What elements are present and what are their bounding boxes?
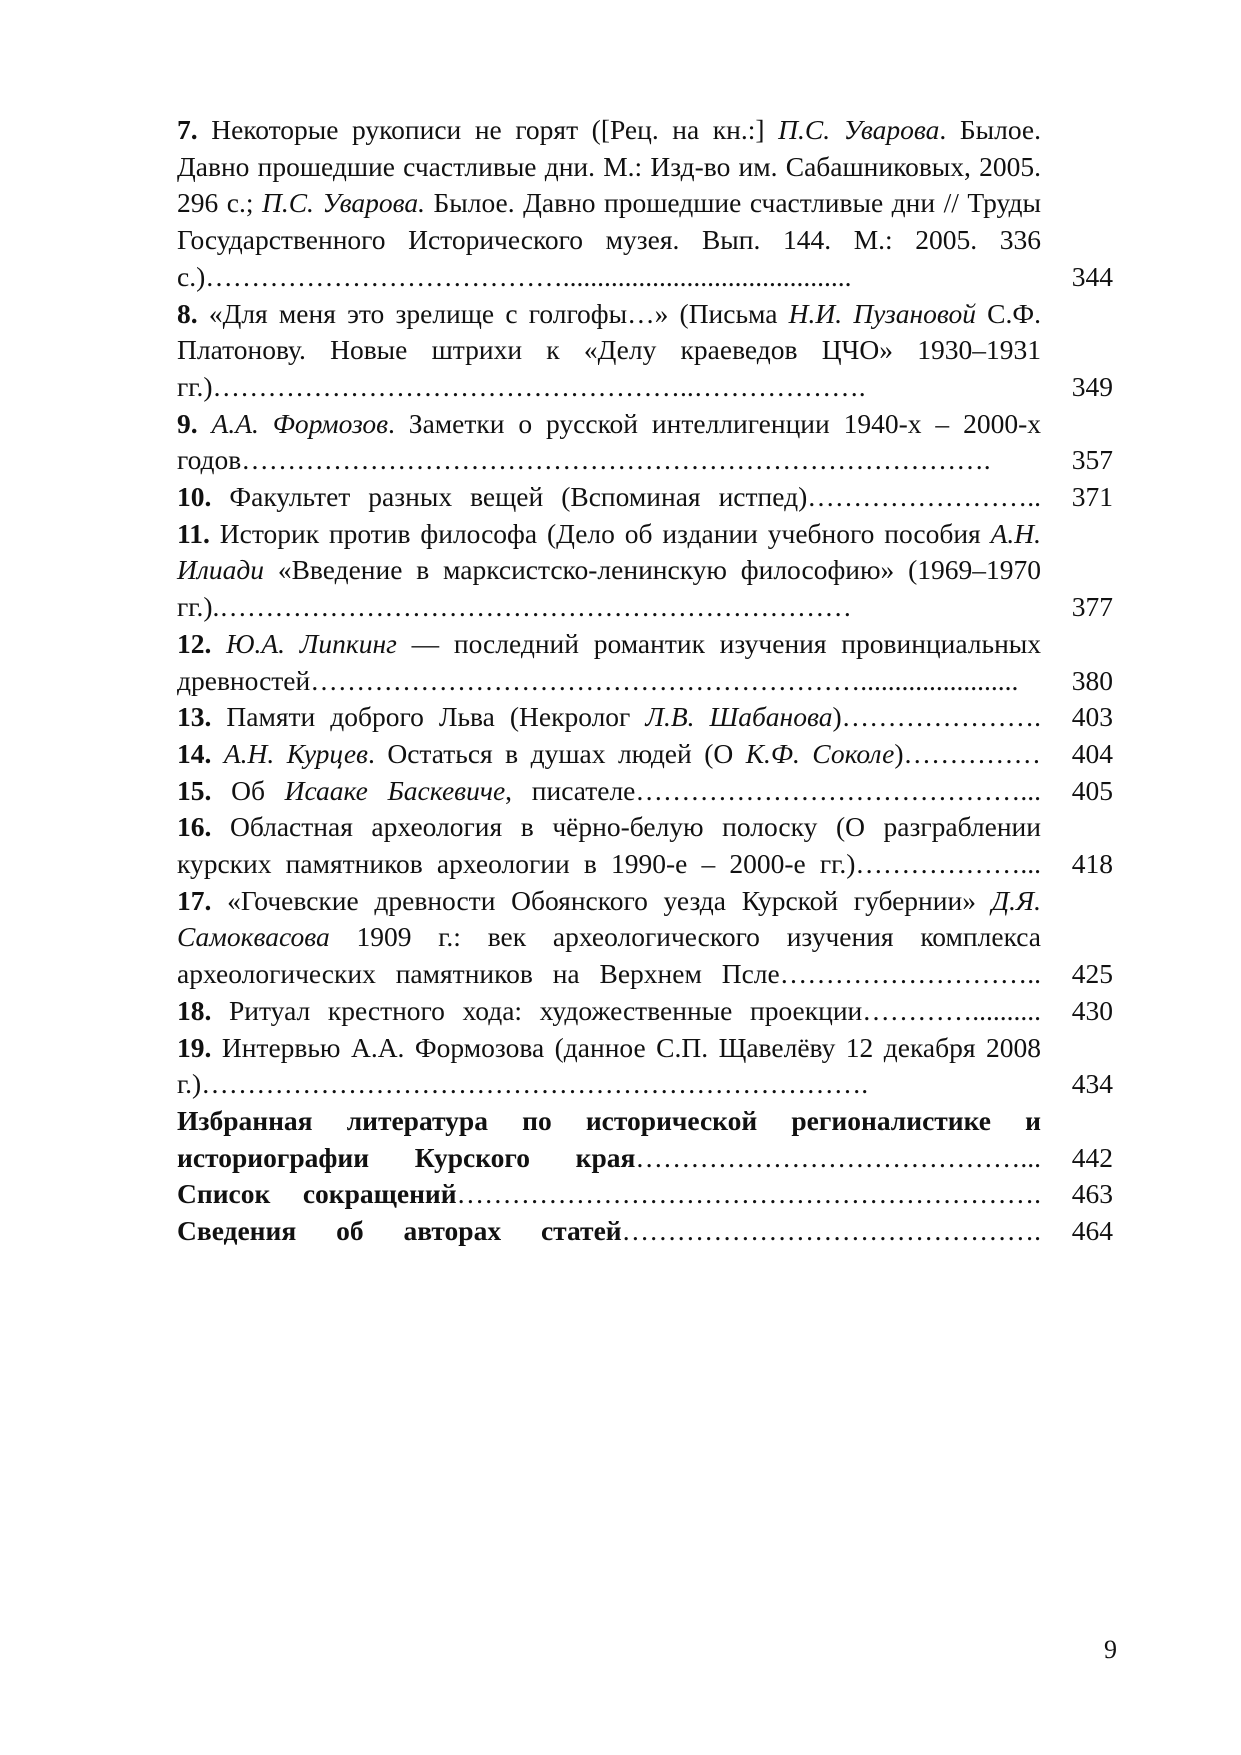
toc-entry-text: ……………………………………... [635, 1141, 1041, 1173]
toc-entry [177, 112, 1113, 296]
toc-entry-author: А.А. Формозов [211, 407, 389, 439]
toc-entry-title [177, 1213, 1041, 1250]
toc-entry-text: Факультет разных вещей (Вспоминая истпед)…………………….. [211, 481, 1041, 513]
toc-entry [177, 516, 1113, 626]
toc-entry-page: 405 [1071, 774, 1113, 806]
toc-entry-title [177, 809, 1041, 882]
toc-entry-text: . Заметки о русской интеллигенции 1940-х – 2000-х годов………………………………………………………………………. [177, 407, 1041, 476]
toc-entry-title [177, 516, 1041, 626]
toc-entry-author: Ю.А. Липкинг [226, 627, 397, 659]
toc-entry-text [198, 408, 212, 439]
toc-entry [177, 296, 1113, 406]
toc-entry-text: «Для меня это зрелище с голгофы…» (Письма [197, 297, 789, 329]
toc-entry-text: Былое. Давно прошедшие счастливые дни // Труды Государственного Исторического музея. Вып. 144. М.: 2005. 336 с.)………………………………….......................................... [177, 187, 1041, 292]
toc-entry-number: 19. [177, 1031, 212, 1063]
toc-entry [177, 1213, 1113, 1250]
toc-entry [177, 626, 1113, 699]
toc-entry [177, 1176, 1113, 1213]
toc-entry-number: 11. [177, 517, 210, 549]
toc-entry [177, 479, 1113, 516]
toc-entry-title [177, 1103, 1041, 1176]
toc-entry-text [211, 738, 223, 769]
toc-entry-text: Некоторые рукописи не горят ([Рец. на кн.:] [197, 114, 779, 145]
toc-entry-number: 8. [177, 297, 198, 329]
toc-entry [177, 406, 1113, 479]
toc-entry-number: 18. [177, 994, 212, 1026]
toc-entry-title [177, 112, 1041, 296]
toc-entry-page: 357 [1071, 444, 1113, 476]
toc-entry-text: )…………… [894, 737, 1042, 769]
toc-entry-number: 15. [177, 774, 212, 806]
toc-entry-number: Избранная литература по исторической регионалистике и историографии Курского края [177, 1104, 1041, 1173]
toc-entry-text: — последний романтик изучения провинциальных древностей……………………………………………………....................... [177, 627, 1042, 696]
table-of-contents [177, 112, 1113, 1250]
toc-entry-title [177, 406, 1041, 479]
toc-entry-text: , писателе……………………………………... [505, 774, 1042, 806]
toc-entry-page: 403 [1071, 701, 1113, 733]
toc-entry-title [177, 1030, 1041, 1103]
toc-entry-number: 13. [177, 701, 212, 733]
toc-entry-number: 7. [177, 114, 198, 145]
toc-entry-title [177, 626, 1041, 699]
toc-entry-page: 434 [1071, 1068, 1113, 1100]
toc-entry-title [177, 1176, 1041, 1213]
toc-entry-page: 380 [1071, 664, 1113, 696]
toc-entry-author: П.С. Уварова. [261, 187, 425, 219]
toc-entry [177, 1030, 1113, 1103]
toc-entry-text: С.Ф. Платонову. Новые штрихи к «Делу краеведов ЦЧО» 1930–1931 гг.)……………………………………………..………………. [177, 297, 1042, 402]
toc-entry-page: 344 [1071, 260, 1113, 292]
toc-entry-page: 464 [1071, 1215, 1113, 1247]
toc-entry-text [211, 628, 226, 659]
toc-entry-author: П.С. Уварова [778, 114, 940, 145]
toc-entry-number: 12. [177, 627, 212, 659]
toc-entry-author: Н.И. Пузановой [788, 297, 976, 329]
toc-entry-number: Сведения об авторах статей [177, 1215, 622, 1247]
toc-entry-text: Об [211, 774, 285, 806]
toc-entry-author: А.Н. Илиади [177, 517, 1041, 586]
toc-entry [177, 699, 1113, 736]
toc-entry-author: К.Ф. Соколе [745, 737, 895, 769]
toc-entry-title [177, 296, 1041, 406]
toc-entry-text: Интервью А.А. Формозова (данное С.П. Щавелёву 12 декабря 2008 г.)………………………………………………………………. [177, 1031, 1041, 1100]
toc-entry-text: )…………………. [832, 701, 1041, 733]
toc-entry-text: Областная археология в чёрно-белую полоску (О разграблении курских памятников археологии в 1990-е – 2000-е гг.)………………... [177, 811, 1041, 880]
toc-entry-page: 404 [1071, 737, 1113, 769]
toc-entry-text: Памяти доброго Льва (Некролог [211, 701, 646, 733]
toc-entry-number: 9. [177, 407, 198, 439]
toc-entry [177, 993, 1113, 1030]
toc-entry [177, 883, 1113, 993]
toc-entry-title [177, 993, 1041, 1030]
toc-entry-text: 1909 г.: век археологического изучения комплекса археологических памятников на Верхнем Псле……………………….. [177, 921, 1041, 990]
toc-entry-number: 14. [177, 737, 212, 769]
toc-entry-title [177, 773, 1041, 810]
toc-entry-author: Исааке Баскевиче [284, 774, 506, 806]
toc-entry-page: 349 [1071, 370, 1113, 402]
toc-entry-page: 463 [1071, 1178, 1113, 1210]
toc-entry-text: . Былое. Давно прошедшие счастливые дни. М.: Изд-во им. Сабашниковых, 2005. 296 с.; [177, 114, 1041, 219]
toc-entry [177, 1103, 1113, 1176]
toc-entry-author: Д.Я. Самоквасова [177, 884, 1041, 953]
toc-entry-author: Л.В. Шабанова [645, 701, 833, 733]
toc-entry-title [177, 736, 1041, 773]
toc-entry-page: 425 [1071, 958, 1113, 990]
toc-entry-page: 430 [1071, 994, 1113, 1026]
toc-entry-author: А.Н. Курцев [223, 737, 368, 769]
toc-entry-number: 17. [177, 884, 212, 916]
toc-entry-title [177, 479, 1041, 516]
toc-entry-number: Список сокращений [177, 1178, 457, 1210]
toc-entry-text: Ритуал крестного хода: художественные проекции………….......... [211, 994, 1041, 1026]
toc-entry-page: 377 [1071, 591, 1113, 623]
toc-entry-text: ………………………………………………………. [456, 1178, 1041, 1210]
toc-entry [177, 736, 1113, 773]
page-number: 9 [1104, 1635, 1117, 1664]
toc-entry [177, 809, 1113, 882]
toc-entry-text: ………………………………………. [621, 1215, 1041, 1247]
toc-entry-text: . Остаться в душах людей (О [368, 737, 746, 769]
toc-entry-number: 10. [177, 481, 212, 513]
toc-entry-title [177, 699, 1041, 736]
toc-entry-page: 418 [1071, 848, 1113, 880]
toc-entry-page: 442 [1071, 1141, 1113, 1173]
toc-entry-text: Историк против философа (Дело об издании учебного пособия [209, 517, 991, 549]
toc-entry-page: 371 [1071, 481, 1113, 513]
toc-entry-title [177, 883, 1041, 993]
toc-entry [177, 773, 1113, 810]
toc-entry-number: 16. [177, 811, 212, 843]
toc-entry-text: «Гочевские древности Обоянского уезда Курской губернии» [211, 884, 992, 916]
toc-entry-text: «Введение в марксистско-ленинскую философию» (1969–1970 гг.).…………………………………………………………… [177, 554, 1041, 623]
